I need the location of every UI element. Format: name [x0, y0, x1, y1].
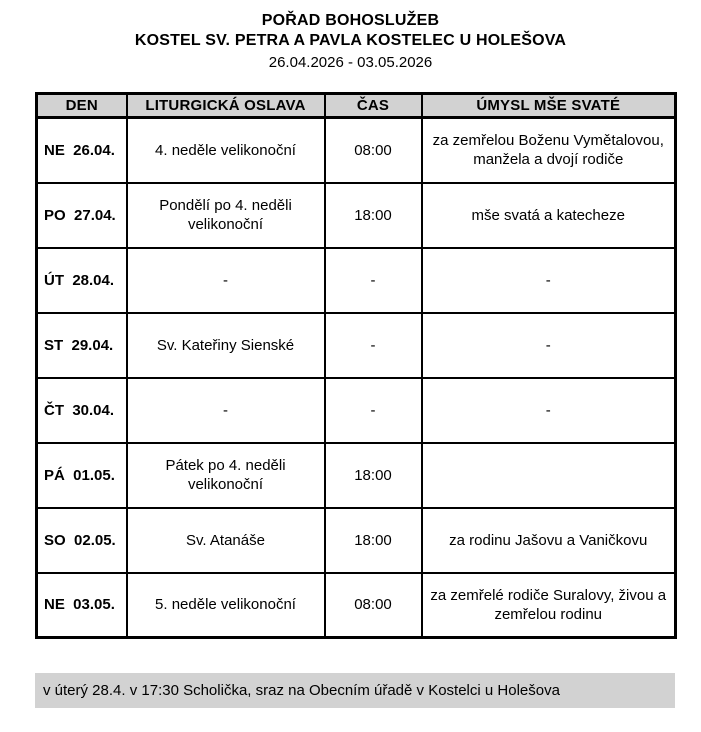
schedule-table	[35, 92, 677, 639]
day-cell: SO 02.05.	[37, 508, 127, 573]
title-block	[0, 0, 701, 72]
day-cell: PO 27.04.	[37, 183, 127, 248]
page-title: POŘAD BOHOSLUŽEB	[261, 12, 440, 29]
table-row	[37, 248, 676, 313]
intention-cell: mše svatá a katecheze	[422, 183, 676, 248]
table-row	[37, 118, 676, 183]
time-cell: -	[325, 248, 422, 313]
intention-cell: -	[422, 313, 676, 378]
column-header-liturgicka-oslava: LITURGICKÁ OSLAVA	[127, 94, 325, 118]
intention-cell: za zemřelou Boženu Vymětalovou, manžela a dvojí rodiče	[422, 118, 676, 183]
day-cell: ČT 30.04.	[37, 378, 127, 443]
time-cell: 18:00	[325, 443, 422, 508]
announcement-note: v úterý 28.4. v 17:30 Scholička, sraz na Obecním úřadě v Kostelci u Holešova	[35, 673, 675, 708]
day-cell: ST 29.04.	[37, 313, 127, 378]
celebration-cell: -	[127, 248, 325, 313]
table-row	[37, 378, 676, 443]
table-row	[37, 313, 676, 378]
celebration-cell: -	[127, 378, 325, 443]
column-header-den: DEN	[37, 94, 127, 118]
church-name: KOSTEL SV. PETRA A PAVLA KOSTELEC U HOLEŠOVA	[134, 32, 567, 49]
time-cell: 18:00	[325, 508, 422, 573]
intention-cell: -	[422, 248, 676, 313]
day-cell: NE 03.05.	[37, 573, 127, 638]
celebration-cell: Sv. Kateřiny Sienské	[127, 313, 325, 378]
table-row	[37, 443, 676, 508]
column-header-cas: ČAS	[325, 94, 422, 118]
celebration-cell: Pátek po 4. neděli velikonoční	[127, 443, 325, 508]
celebration-cell: 5. neděle velikonoční	[127, 573, 325, 638]
intention-cell: -	[422, 378, 676, 443]
table-row	[37, 573, 676, 638]
date-range: 26.04.2026 - 03.05.2026	[268, 54, 433, 71]
intention-cell	[422, 443, 676, 508]
celebration-cell: Pondělí po 4. neděli velikonoční	[127, 183, 325, 248]
celebration-cell: Sv. Atanáše	[127, 508, 325, 573]
day-cell: PÁ 01.05.	[37, 443, 127, 508]
table-header-row	[37, 94, 676, 118]
time-cell: 18:00	[325, 183, 422, 248]
time-cell: -	[325, 313, 422, 378]
time-cell: -	[325, 378, 422, 443]
intention-cell: za zemřelé rodiče Suralovy, živou a zemřelou rodinu	[422, 573, 676, 638]
day-cell: ÚT 28.04.	[37, 248, 127, 313]
table-row	[37, 183, 676, 248]
day-cell: NE 26.04.	[37, 118, 127, 183]
table-row	[37, 508, 676, 573]
celebration-cell: 4. neděle velikonoční	[127, 118, 325, 183]
column-header-umysl-mse-svate: ÚMYSL MŠE SVATÉ	[422, 94, 676, 118]
time-cell: 08:00	[325, 573, 422, 638]
intention-cell: za rodinu Jašovu a Vaničkovu	[422, 508, 676, 573]
time-cell: 08:00	[325, 118, 422, 183]
